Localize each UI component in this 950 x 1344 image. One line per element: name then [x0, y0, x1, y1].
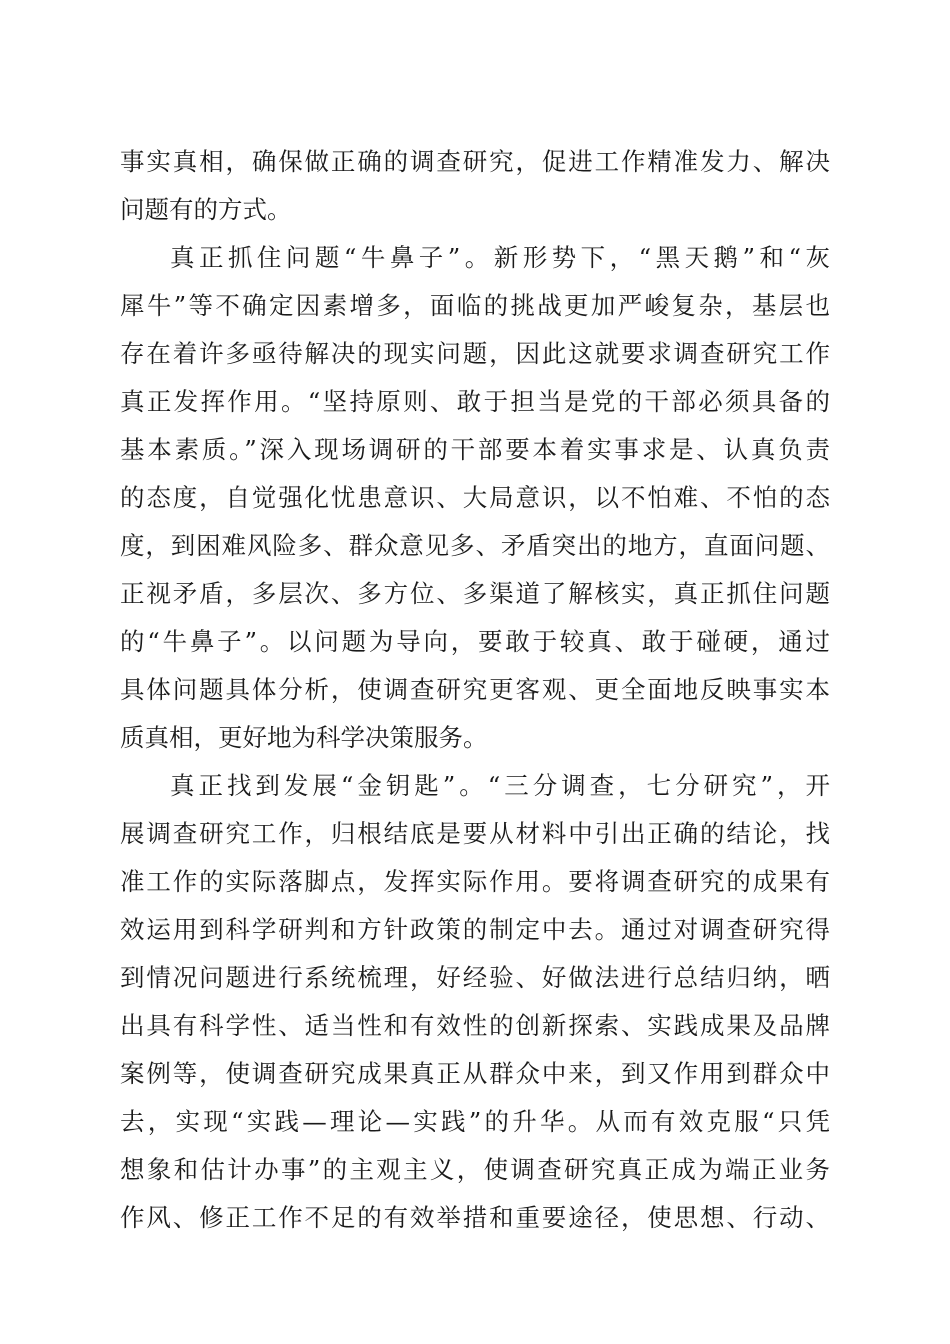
text-line: 效运用到科学研判和方针政策的制定中去。通过对调查研究得 [120, 915, 830, 944]
text-line: 案例等，使调查研究成果真正从群众中来，到又作用到群众中 [120, 1059, 830, 1088]
text-line: 的“牛鼻子”。以问题为导向，要敢于较真、敢于碰硬，通过 [120, 627, 830, 656]
text-line: 犀牛”等不确定因素增多，面临的挑战更加严峻复杂，基层也 [120, 291, 830, 320]
paragraph-heading-line: 真正找到发展“金钥匙”。“三分调查，七分研究”，开 [170, 771, 830, 800]
text-line: 展调查研究工作，归根结底是要从材料中引出正确的结论，找 [120, 819, 830, 848]
text-line: 作风、修正工作不足的有效举措和重要途径，使思想、行动、 [120, 1203, 830, 1232]
text-line: 到情况问题进行系统梳理，好经验、好做法进行总结归纳，晒 [120, 963, 830, 992]
text-line: 出具有科学性、适当性和有效性的创新探索、实践成果及品牌 [120, 1011, 830, 1040]
text-line: 的态度，自觉强化忧患意识、大局意识，以不怕难、不怕的态 [120, 483, 830, 512]
text-line: 存在着许多亟待解决的现实问题，因此这就要求调查研究工作 [120, 339, 830, 368]
text-line: 事实真相，确保做正确的调查研究，促进工作精准发力、解决 [120, 147, 830, 176]
text-line: 问题有的方式。 [120, 195, 292, 224]
paragraph-heading-line: 真正抓住问题“牛鼻子”。新形势下，“黑天鹅”和“灰 [170, 243, 830, 272]
text-line: 真正发挥作用。“坚持原则、敢于担当是党的干部必须具备的 [120, 387, 830, 416]
text-line: 准工作的实际落脚点，发挥实际作用。要将调查研究的成果有 [120, 867, 830, 896]
text-line: 正视矛盾，多层次、多方位、多渠道了解核实，真正抓住问题 [120, 579, 830, 608]
text-line: 具体问题具体分析，使调查研究更客观、更全面地反映事实本 [120, 675, 830, 704]
text-line: 基本素质。”深入现场调研的干部要本着实事求是、认真负责 [120, 435, 830, 464]
text-line: 质真相，更好地为科学决策服务。 [120, 723, 488, 752]
text-line: 想象和估计办事”的主观主义，使调查研究真正成为端正业务 [120, 1155, 830, 1184]
text-line: 度，到困难风险多、群众意见多、矛盾突出的地方，直面问题、 [120, 531, 830, 560]
text-line: 去，实现“实践—理论—实践”的升华。从而有效克服“只凭 [120, 1107, 830, 1136]
